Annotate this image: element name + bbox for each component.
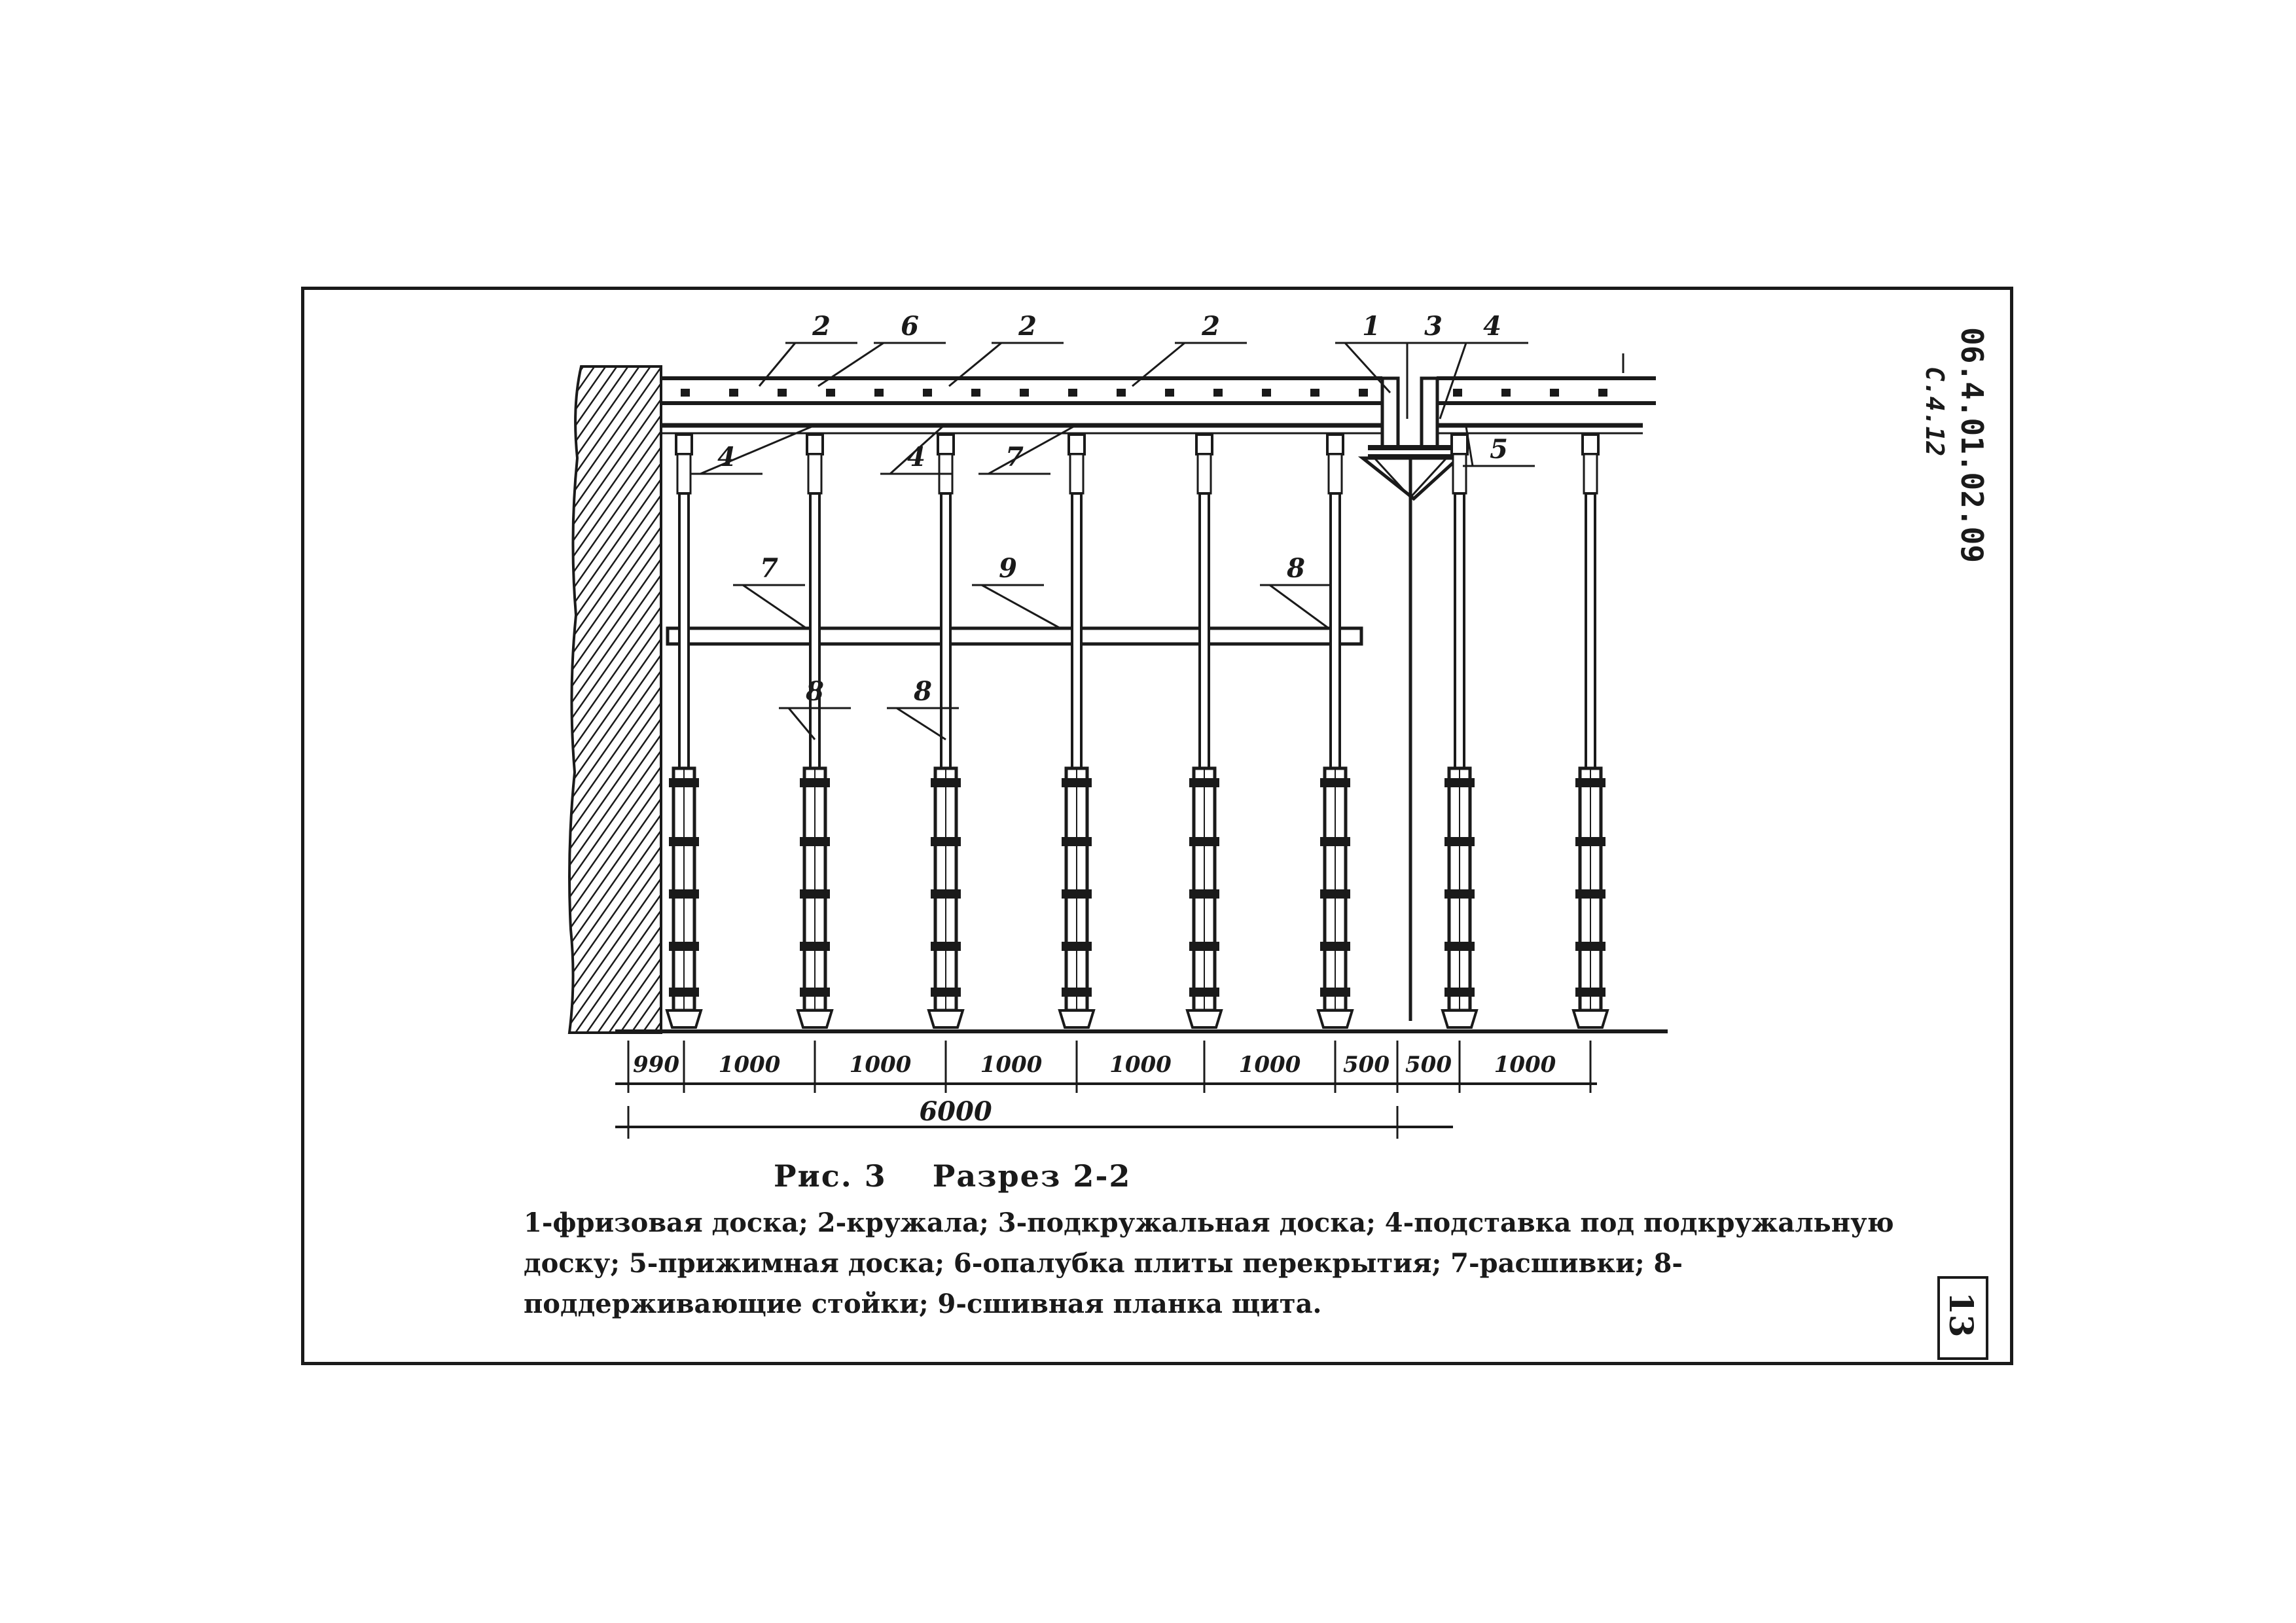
dimension-value: 1000 — [1494, 1052, 1556, 1078]
callout-leader — [1270, 585, 1329, 628]
callout-number: 2 — [1018, 311, 1037, 342]
slab-rib — [1359, 389, 1368, 397]
callout-number: 2 — [1202, 311, 1220, 342]
document-code: 06.4.01.02.09 — [1954, 327, 1990, 563]
slab-rib — [1117, 389, 1126, 397]
callout-leader — [982, 585, 1060, 628]
slab-rib — [923, 389, 932, 397]
legend-text: 1-фризовая доска; 2-кружала; 3-подкружальная доска; 4-подставка под подкружальную доску; 5-прижимная доска; 6-опалубка плиты перекрытия; 7-расшивки; 8-поддерживающие стойки; 9-сшивная планка щита. — [524, 1207, 1894, 1319]
slab-rib — [971, 389, 980, 397]
callout-number: 4 — [717, 442, 736, 473]
slab-rib — [1213, 389, 1223, 397]
slab-rib — [874, 389, 884, 397]
dimension-value: 1000 — [980, 1052, 1043, 1078]
callout-number: 8 — [1287, 553, 1305, 584]
dimension-value: 1000 — [849, 1052, 912, 1078]
support-post — [1060, 435, 1094, 1027]
slab-rib — [1262, 389, 1271, 397]
callout-number: 5 — [1490, 434, 1508, 465]
callout-number: 4 — [907, 442, 925, 473]
slab-rib — [826, 389, 835, 397]
slab-rib — [1501, 389, 1511, 397]
dimension-value: 1000 — [718, 1052, 781, 1078]
beam-formwork — [1363, 378, 1458, 1021]
callout-number: 8 — [806, 676, 824, 707]
dimension-value: 1000 — [1238, 1052, 1301, 1078]
figure-title: Разрез 2-2 — [932, 1158, 1132, 1194]
callout-number: 6 — [901, 311, 919, 342]
callout-leader — [743, 585, 806, 628]
slab-rib — [729, 389, 738, 397]
callout-leader — [897, 708, 946, 740]
dimension-value: 500 — [1343, 1052, 1390, 1078]
callout-number: 8 — [914, 676, 932, 707]
callout-number: 3 — [1424, 311, 1443, 342]
support-post — [1573, 435, 1607, 1027]
slab-rib — [681, 389, 690, 397]
slab-rib — [1550, 389, 1559, 397]
slab-rib — [778, 389, 787, 397]
page-number: 13 — [1942, 1292, 1981, 1338]
page-number-box — [1937, 1276, 1988, 1360]
figure-caption — [774, 1158, 1177, 1194]
slab-ribs — [681, 389, 1607, 397]
support-post — [798, 435, 832, 1027]
dimension-value: 990 — [633, 1052, 679, 1078]
callout-number: 9 — [999, 553, 1017, 584]
masonry-wall — [569, 366, 661, 1033]
support-post — [1187, 435, 1221, 1027]
callout-leader — [1345, 343, 1390, 393]
slab-rib — [1453, 389, 1462, 397]
slab-rib — [1020, 389, 1029, 397]
slab-rib — [1068, 389, 1077, 397]
dimension-chain — [615, 1041, 1597, 1139]
callout-number: 4 — [1483, 311, 1501, 342]
support-post — [667, 435, 701, 1027]
figure-number: Рис. 3 — [774, 1158, 887, 1194]
dimension-value: 500 — [1405, 1052, 1452, 1078]
callout-leader — [1440, 343, 1466, 419]
support-post — [1318, 435, 1352, 1027]
document-sheet: С.4.12 — [1920, 366, 1949, 457]
callout-number: 1 — [1362, 311, 1380, 342]
dimension-total: 6000 — [919, 1096, 992, 1127]
callout-number: 2 — [812, 311, 831, 342]
support-post — [1443, 435, 1477, 1027]
callout-number: 7 — [760, 553, 778, 584]
bracing-board — [668, 628, 1361, 644]
slab-rib — [1165, 389, 1174, 397]
dimension-value: 1000 — [1109, 1052, 1172, 1078]
callout-number: 7 — [1005, 442, 1024, 473]
slab-rib — [1310, 389, 1319, 397]
slab-rib — [1598, 389, 1607, 397]
